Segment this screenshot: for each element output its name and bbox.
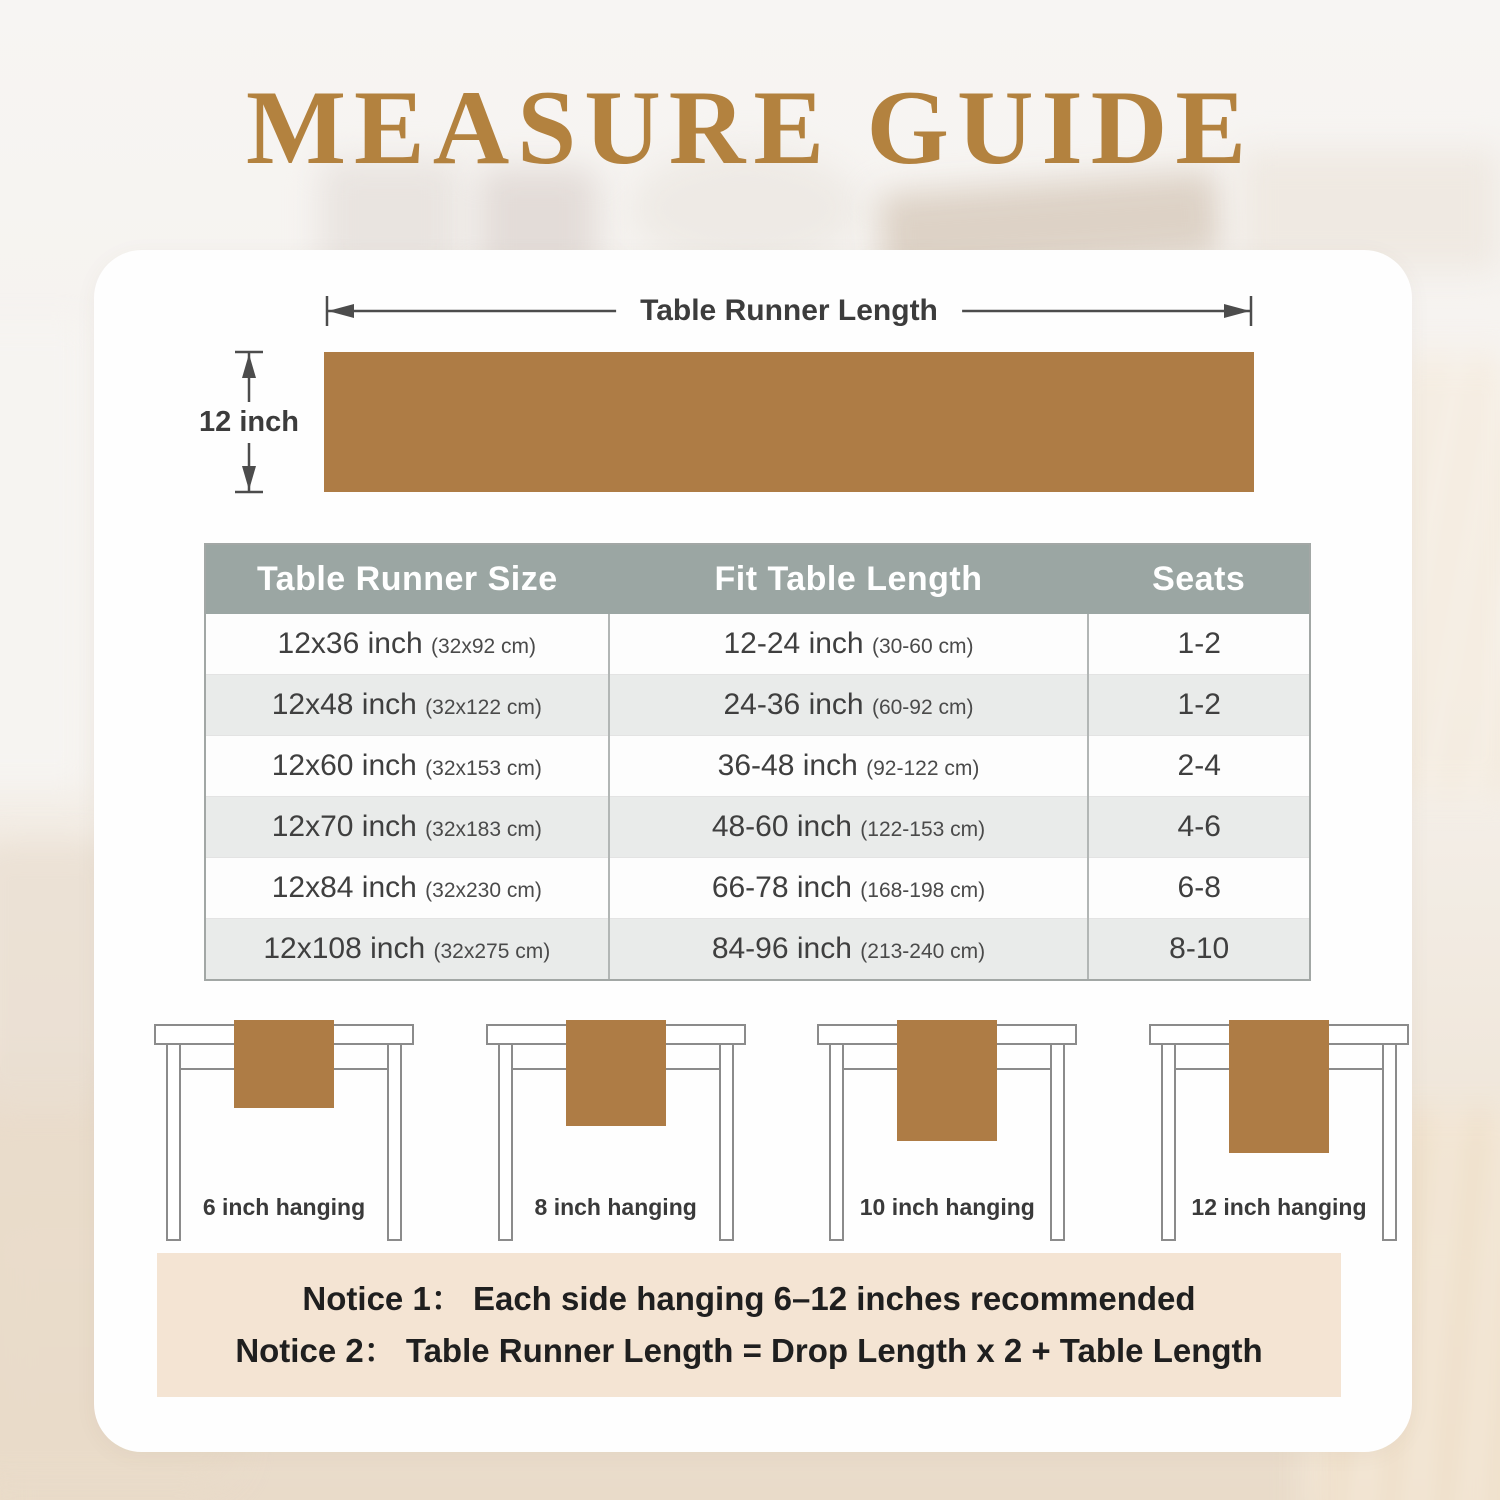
table-row [206,675,1309,736]
runner-swatch [324,352,1254,492]
table-row [206,858,1309,919]
runner-drop [234,1020,334,1108]
runner-size-cm: (32x183 cm) [425,818,542,841]
notice-box [157,1253,1341,1397]
hanging-examples-row [154,1018,1409,1250]
fit-length-cm: (213-240 cm) [860,940,986,963]
length-arrow [324,291,1254,331]
notice-line-1: Notice 1： Each side hanging 6–12 inches recommended [302,1280,1196,1318]
fit-length-cm: (30-60 cm) [871,635,974,658]
col-header-seats: Seats [1088,545,1309,614]
table-row [206,614,1309,675]
runner-size-cm: (32x122 cm) [425,696,542,719]
table-row [206,797,1309,858]
hanging-label: 10 inch hanging [859,1194,1035,1220]
col-header-fit-length: Fit Table Length [609,545,1089,614]
seats-value: 2-4 [1088,736,1309,797]
seats-value: 1-2 [1088,614,1309,675]
fit-length: 66-78 inch [711,871,852,904]
col-header-runner-size: Table Runner Size [206,545,609,614]
table-illustration-8in [486,1018,746,1250]
runner-drop [897,1020,997,1141]
seats-value: 8-10 [1088,919,1309,980]
fit-length-cm: (60-92 cm) [871,696,974,719]
fit-length: 84-96 inch [711,932,852,965]
fit-length: 12-24 inch [723,627,864,660]
fit-length: 48-60 inch [711,810,852,843]
table-row [206,736,1309,797]
length-arrow-label: Table Runner Length [616,292,962,330]
runner-size-cm: (32x230 cm) [425,879,542,902]
hanging-label: 6 inch hanging [202,1194,366,1220]
seats-value: 1-2 [1088,675,1309,736]
runner-size: 12x70 inch [271,810,417,843]
table-illustration-12in [1149,1018,1409,1250]
runner-drop [1229,1020,1329,1153]
runner-size-cm: (32x275 cm) [433,940,551,963]
runner-size-cm: (32x153 cm) [425,757,542,780]
fit-length-cm: (92-122 cm) [866,757,980,780]
runner-size-cm: (32x92 cm) [431,635,537,658]
notice-line-2: Notice 2： Table Runner Length = Drop Length x 2 + Table Length [235,1332,1263,1369]
bg-wall-blob [0,320,90,790]
fit-length-cm: (168-198 cm) [860,879,986,902]
table-row [206,919,1309,980]
seats-value: 6-8 [1088,858,1309,919]
runner-size: 12x36 inch [277,627,423,660]
page-title: MEASURE GUIDE [245,69,1255,186]
runner-size: 12x48 inch [271,688,417,721]
measure-card [94,250,1412,1452]
runner-drop [566,1020,666,1126]
runner-size: 12x108 inch [263,932,426,965]
size-table [204,543,1311,981]
table-illustration-6in [154,1018,414,1250]
hanging-label: 12 inch hanging [1191,1194,1367,1220]
runner-size: 12x84 inch [271,871,417,904]
width-arrow-label: 12 inch [176,402,322,443]
fit-length-cm: (122-153 cm) [860,818,986,841]
fit-length: 36-48 inch [717,749,858,782]
size-table-header-row [206,545,1309,614]
fit-length: 24-36 inch [723,688,864,721]
seats-value: 4-6 [1088,797,1309,858]
hanging-label: 8 inch hanging [534,1194,697,1220]
runner-size: 12x60 inch [271,749,417,782]
table-illustration-10in [817,1018,1077,1250]
